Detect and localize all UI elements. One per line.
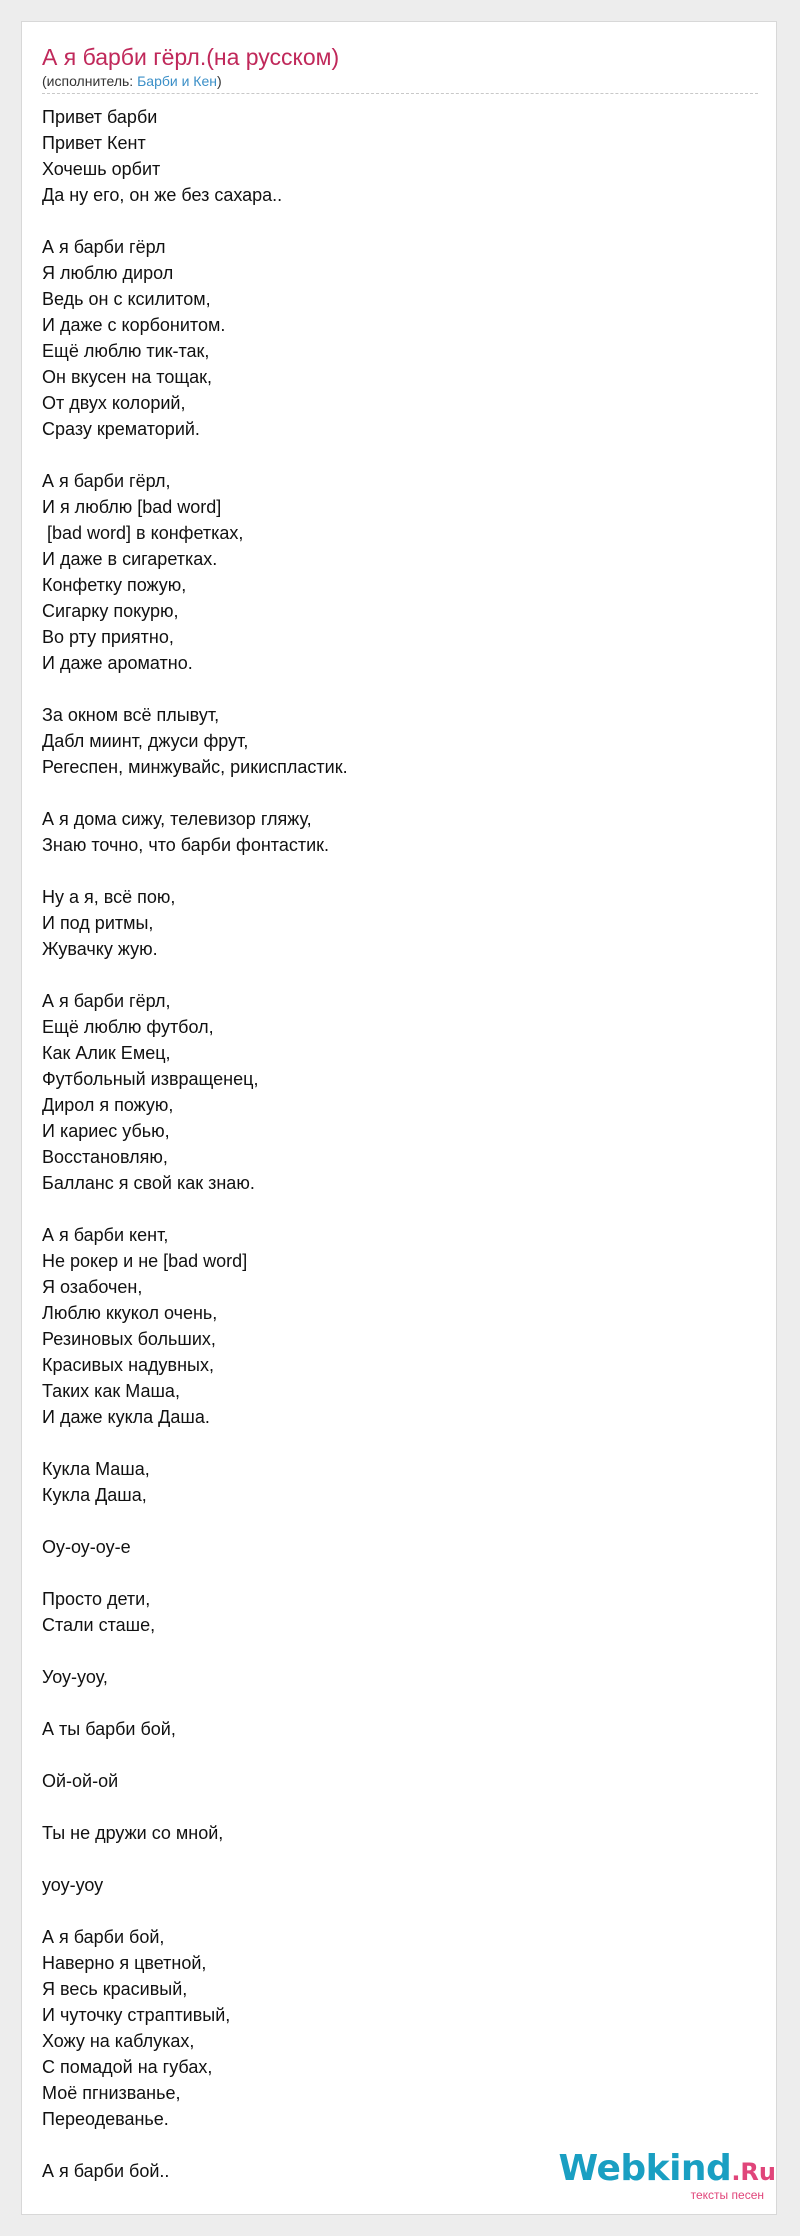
lyric-line: А я дома сижу, телевизор гляжу, bbox=[42, 809, 312, 829]
lyric-line bbox=[42, 1430, 742, 1456]
lyric-line bbox=[42, 1196, 742, 1222]
lyric-line: С помадой на губах, bbox=[42, 2057, 213, 2077]
lyric-line: За окном всё плывут, bbox=[42, 705, 220, 725]
lyric-line bbox=[42, 1690, 742, 1716]
lyric-line bbox=[42, 1846, 742, 1872]
lyric-line: Привет барби bbox=[42, 107, 158, 127]
lyric-line: Знаю точно, что барби фонтастик. bbox=[42, 835, 330, 855]
lyric-line: Да ну его, он же без сахара.. bbox=[42, 185, 283, 205]
lyric-line bbox=[42, 676, 742, 702]
lyric-line: И чуточку страптивый, bbox=[42, 2005, 231, 2025]
song-title: А я барби гёрл.(на русском) bbox=[42, 44, 340, 70]
artist-suffix: ) bbox=[216, 73, 222, 89]
lyric-line: И я люблю [bad word] bbox=[42, 497, 222, 517]
lyric-line: Кукла Маша, bbox=[42, 1459, 150, 1479]
lyric-line: Хожу на каблуках, bbox=[42, 2031, 195, 2051]
lyric-line: Сигарку покурю, bbox=[42, 601, 179, 621]
lyric-line: Во рту приятно, bbox=[42, 627, 174, 647]
lyric-line bbox=[42, 208, 742, 234]
lyric-line: Люблю ккукол очень, bbox=[42, 1303, 218, 1323]
lyric-line: Наверно я цветной, bbox=[42, 1953, 207, 1973]
artist-link[interactable]: Барби и Кен bbox=[137, 73, 217, 89]
lyric-line: От двух колорий, bbox=[42, 393, 186, 413]
lyric-line: И под ритмы, bbox=[42, 913, 154, 933]
lyric-line: Сразу крематорий. bbox=[42, 419, 200, 439]
lyric-line: Я люблю дирол bbox=[42, 263, 174, 283]
lyric-line: А я барби гёрл, bbox=[42, 991, 171, 1011]
lyric-line: Привет Кент bbox=[42, 133, 146, 153]
lyric-line bbox=[42, 1794, 742, 1820]
lyrics-text bbox=[42, 104, 742, 2184]
lyric-line: Красивых надувных, bbox=[42, 1355, 214, 1375]
lyric-line: Восстановляю, bbox=[42, 1147, 168, 1167]
lyric-line: Ой-ой-ой bbox=[42, 1771, 119, 1791]
lyric-line bbox=[42, 1560, 742, 1586]
lyric-line: Балланс я свой как знаю. bbox=[42, 1173, 255, 1193]
lyric-line: Жувачку жую. bbox=[42, 939, 158, 959]
lyric-line: Ну а я, всё пою, bbox=[42, 887, 176, 907]
lyric-line: Конфетку пожую, bbox=[42, 575, 187, 595]
artist-prefix: (исполнитель: bbox=[42, 73, 138, 89]
lyric-line: А я барби гёрл bbox=[42, 237, 166, 257]
lyric-line: [bad word] в конфетках, bbox=[42, 523, 244, 543]
lyric-line bbox=[42, 780, 742, 806]
lyric-line: Он вкусен на тощак, bbox=[42, 367, 213, 387]
lyric-line: И даже кукла Даша. bbox=[42, 1407, 210, 1427]
lyric-line: И даже с корбонитом. bbox=[42, 315, 226, 335]
lyric-line: Регеспен, минжувайс, рикиспластик. bbox=[42, 757, 348, 777]
lyric-line: И даже ароматно. bbox=[42, 653, 193, 673]
lyric-line: А ты барби бой, bbox=[42, 1719, 176, 1739]
lyric-line: Оу-оу-оу-е bbox=[42, 1537, 131, 1557]
lyric-line bbox=[42, 962, 742, 988]
lyric-line: Уоу-уоу, bbox=[42, 1667, 108, 1687]
lyric-line bbox=[42, 858, 742, 884]
lyric-line: Просто дети, bbox=[42, 1589, 151, 1609]
lyric-line: Хочешь орбит bbox=[42, 159, 161, 179]
lyric-line: А я барби бой.. bbox=[42, 2161, 170, 2181]
lyric-line: И кариес убью, bbox=[42, 1121, 170, 1141]
logo-tagline: тексты песен bbox=[690, 2188, 764, 2202]
lyric-line: А я барби бой, bbox=[42, 1927, 165, 1947]
lyric-line: Кукла Даша, bbox=[42, 1485, 147, 1505]
lyric-line: Стали сташе, bbox=[42, 1615, 156, 1635]
lyric-line: И даже в сигаретках. bbox=[42, 549, 218, 569]
lyric-line: Не рокер и не [bad word] bbox=[42, 1251, 248, 1271]
lyric-line: Переодеванье. bbox=[42, 2109, 169, 2129]
site-logo[interactable] bbox=[558, 2148, 776, 2202]
lyric-line bbox=[42, 1742, 742, 1768]
lyric-line: Моё пгнизванье, bbox=[42, 2083, 181, 2103]
lyric-line bbox=[42, 442, 742, 468]
artist-line bbox=[42, 73, 222, 89]
lyric-line: Ведь он с ксилитом, bbox=[42, 289, 211, 309]
divider bbox=[42, 93, 758, 94]
lyric-line: Я озабочен, bbox=[42, 1277, 143, 1297]
lyric-line: Таких как Маша, bbox=[42, 1381, 180, 1401]
logo-tld: .Ru bbox=[731, 2158, 776, 2186]
lyric-line: Ещё люблю тик-так, bbox=[42, 341, 210, 361]
logo-brand: Webkind bbox=[558, 2148, 732, 2189]
lyric-line: уоу-уоу bbox=[42, 1875, 104, 1895]
lyric-line: Я весь красивый, bbox=[42, 1979, 188, 1999]
lyric-line: Дабл миинт, джуси фрут, bbox=[42, 731, 249, 751]
lyric-line: Ещё люблю футбол, bbox=[42, 1017, 214, 1037]
lyric-line: Как Алик Емец, bbox=[42, 1043, 171, 1063]
lyric-line bbox=[42, 1638, 742, 1664]
lyric-line bbox=[42, 1898, 742, 1924]
lyric-line bbox=[42, 1508, 742, 1534]
lyric-line: Дирол я пожую, bbox=[42, 1095, 174, 1115]
lyric-line: Футбольный извращенец, bbox=[42, 1069, 259, 1089]
lyric-line: Ты не дружи со мной, bbox=[42, 1823, 224, 1843]
lyric-line: Резиновых больших, bbox=[42, 1329, 216, 1349]
lyric-line: А я барби кент, bbox=[42, 1225, 169, 1245]
content-card bbox=[21, 21, 777, 2215]
lyric-line: А я барби гёрл, bbox=[42, 471, 171, 491]
